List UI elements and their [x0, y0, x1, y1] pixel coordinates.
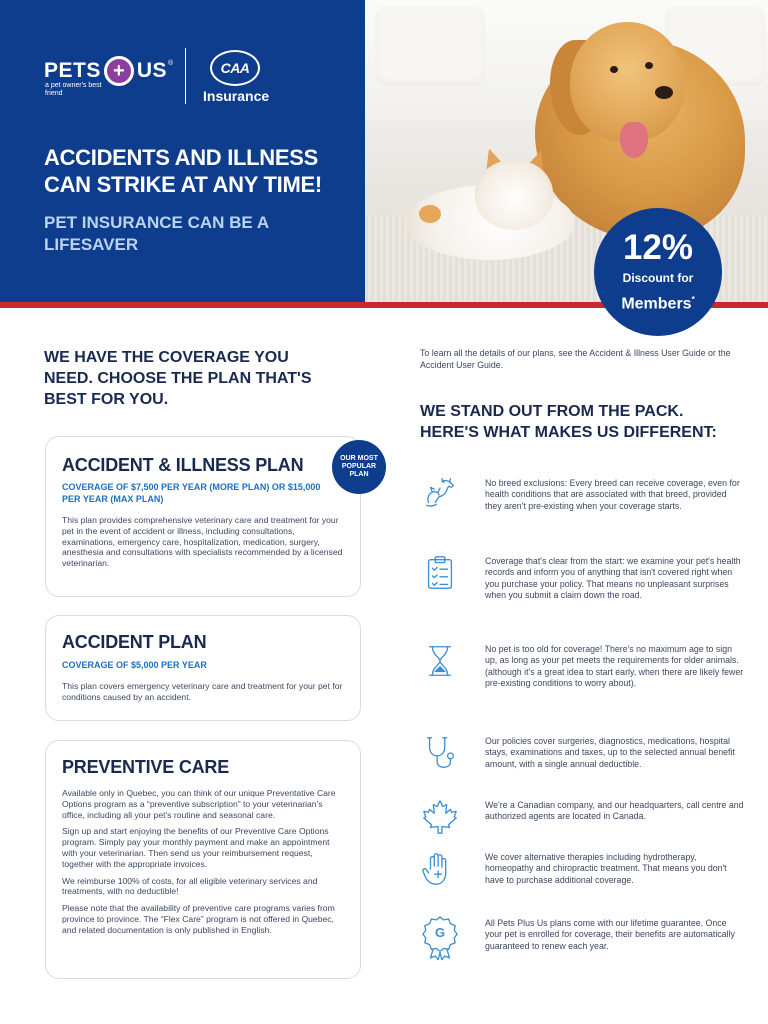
feature-text: No breed exclusions: Every breed can receive coverage, even for health conditions that are associated with that breed, provided they aren't pre-existing when your coverage starts.: [485, 478, 740, 511]
caa-insurance-label: Insurance: [203, 88, 270, 104]
feature-text: Our policies cover surgeries, diagnostics, medications, hospital stays, examinations and taxes, up to the selected annual benefit amount, with a single annual deductible.: [485, 736, 735, 769]
photo-dog-eye: [610, 66, 618, 73]
plan-description: [62, 788, 346, 942]
coverage-heading: WE HAVE THE COVERAGE YOU NEED. CHOOSE THE PLAN THAT'S BEST FOR YOU.: [44, 349, 312, 408]
hand-cross-icon: [421, 850, 459, 888]
guarantee-badge-letter: G: [434, 925, 446, 940]
feature-text: All Pets Plus Us plans come with our lifetime guarantee. Once your pet is enrolled for coverage, their benefits are automatically guaranteed to renew each year.: [485, 918, 735, 951]
plan-coverage: COVERAGE OF $7,500 PER YEAR (MORE PLAN) OR $15,000 PER YEAR (MAX PLAN): [62, 482, 321, 504]
plan-card-accident: [45, 615, 361, 721]
discount-label: Discount for: [622, 271, 694, 285]
guarantee-badge-icon: [421, 914, 459, 960]
plan-paragraph: This plan provides comprehensive veterinary care and treatment for your pet in the event of accident or illness, including consultations, examinations, emergency care, hospitalization, medication, surgery, anesthesia and consultations with specialists recommended by a licensed veterinarian.: [62, 515, 343, 569]
logo-registered-mark: ®: [168, 60, 174, 67]
clipboard-icon: [421, 554, 459, 592]
hourglass-icon: [421, 642, 459, 680]
logo-pets-word: PETS: [44, 59, 101, 82]
feature-text: We're a Canadian company, and our headquarters, call centre and authorized agents are located in Canada.: [485, 800, 744, 822]
caa-logo-text: CAA: [220, 60, 250, 76]
logo-divider: [185, 48, 186, 104]
plan-card-accident-illness: [45, 436, 361, 597]
stethoscope-icon: [421, 734, 459, 772]
caa-logo[interactable]: [210, 50, 260, 86]
plan-paragraph: Please note that the availability of preventive care programs varies from province to province. The “Flex Care” program is not offered in Quebec, and related documentation is only published in English.: [62, 903, 335, 935]
header-banner: [0, 0, 365, 302]
member-discount-badge: [594, 208, 722, 336]
photo-dog-eye: [645, 62, 653, 69]
logo-us-word: US: [136, 59, 168, 82]
stand-out-heading: WE STAND OUT FROM THE PACK. HERE'S WHAT MAKES US DIFFERENT:: [420, 403, 717, 441]
photo-cushion: [375, 6, 485, 86]
dog-cat-icon: [421, 474, 459, 512]
plan-paragraph: This plan covers emergency veterinary care and treatment for your pet for conditions caused by an accident.: [62, 681, 343, 702]
discount-asterisk: *: [691, 295, 695, 304]
plan-paragraph: We reimburse 100% of costs, for all eligible veterinary services and treatments, with no deductible!: [62, 875, 318, 897]
photo-dog-nose: [655, 86, 673, 99]
maple-leaf-icon: [421, 798, 459, 836]
plan-paragraph: Sign up and start enjoying the benefits of our Preventive Care Options program. Simply pay your monthly payment and make an appointment with your veterinarian. Then send us your reimbursement request, together with the appropriate invoices.: [62, 826, 330, 869]
feature-text: We cover alternative therapies including hydrotherapy, homeopathy and chiropractic treatment. That means you don't have to purchase additional coverage.: [485, 852, 727, 885]
feature-text: Coverage that's clear from the start: we examine your pet's health records and inform you of anything that isn't covered right when you purchase your policy. That means no unpleasant surprises when you submit a claim down the road.: [485, 556, 741, 601]
discount-members: [594, 295, 722, 313]
discount-percent: 12%: [622, 228, 694, 267]
plan-paragraph: Available only in Quebec, you can think of our unique Preventative Care Options program as a “preventive subscription” to your veterinarian's office, including all your pet's routine and seasonal care.: [62, 788, 336, 820]
plan-description: [62, 681, 346, 709]
most-popular-badge: OUR MOST POPULAR PLAN: [332, 440, 386, 494]
plan-title: ACCIDENT & ILLNESS PLAN: [62, 455, 304, 475]
hero-title: ACCIDENTS AND ILLNESS CAN STRIKE AT ANY TIME!: [44, 145, 322, 197]
hero-subtitle: PET INSURANCE CAN BE A LIFESAVER: [44, 213, 269, 254]
logo-plus-icon: +: [104, 56, 134, 86]
photo-dog-tongue: [620, 122, 648, 158]
feature-text: No pet is too old for coverage! There's no maximum age to sign up, as long as your pet meets the requirements for older animals. (although it's a great idea to start early, when there are likely fewer pre-existing conditions to worry about).: [485, 644, 744, 689]
photo-cat-patch: [419, 205, 441, 223]
logo-tagline: a pet owner's best friend: [45, 82, 102, 97]
plan-description: [62, 515, 346, 575]
plan-card-preventive: [45, 740, 361, 979]
learn-more-text: To learn all the details of our plans, see the Accident & Illness User Guide or the Accident User Guide.: [420, 348, 731, 370]
plan-title: ACCIDENT PLAN: [62, 632, 207, 652]
plan-title: PREVENTIVE CARE: [62, 757, 230, 777]
plan-coverage: COVERAGE OF $5,000 PER YEAR: [62, 660, 207, 670]
discount-members-text: Members: [621, 295, 692, 313]
photo-cat-head: [475, 160, 553, 230]
